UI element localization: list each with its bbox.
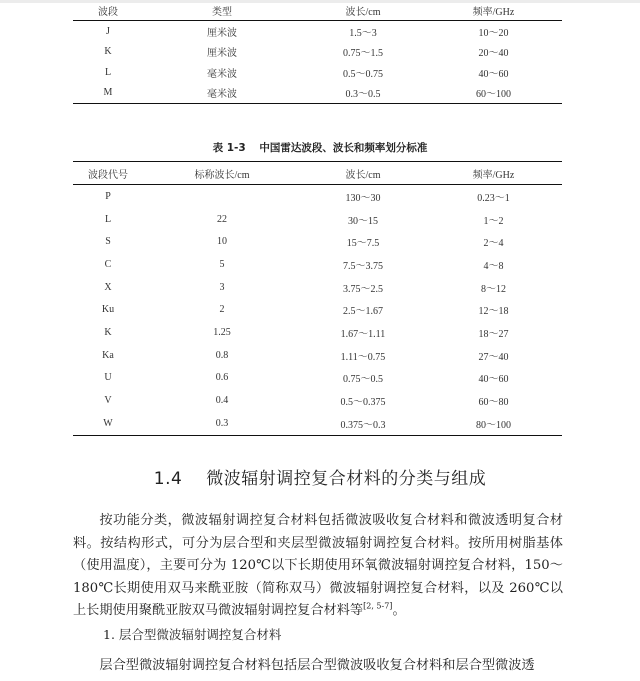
table-cell: 0.3 <box>215 417 229 429</box>
table-cell: 1.5～3 <box>349 27 377 39</box>
header-cell: 频率/GHz <box>472 6 515 18</box>
table-row <box>73 62 562 83</box>
table-cell <box>143 185 301 208</box>
body-paragraph: 层合型微波辐射调控复合材料包括层合型微波吸收复合材料和层合型微波透 <box>99 658 535 673</box>
table-cell: 0.23～1 <box>477 192 510 204</box>
table-caption-title: 中国雷达波段、波长和频率划分标准 <box>259 142 428 154</box>
table-cell: L <box>104 66 112 78</box>
table-cell: 1.25 <box>213 326 231 338</box>
table-cell: 0.75～1.5 <box>343 48 383 60</box>
table-row <box>73 412 562 435</box>
header-cell: 波长/cm <box>345 6 381 18</box>
table-cell: 毫米波 <box>207 89 237 101</box>
table-cell: 130～30 <box>345 192 381 204</box>
table-cell: 0.3～0.5 <box>345 89 381 101</box>
header-cell: 标称波长/cm <box>194 169 250 181</box>
table-cell: 2～4 <box>483 238 504 250</box>
paragraph-end: 。 <box>392 603 406 618</box>
table-row <box>73 42 562 63</box>
table-cell: K <box>104 326 112 338</box>
table-cell: 1～2 <box>483 215 504 227</box>
table-row <box>73 344 562 367</box>
table-cell: 60～80 <box>478 397 509 409</box>
table-cell: 0.6 <box>215 372 229 384</box>
table-row <box>73 276 562 299</box>
table-cell: K <box>104 46 112 58</box>
table-cell: 厘米波 <box>207 48 237 60</box>
header-cell: 波长/cm <box>345 169 381 181</box>
table-cell: 12～18 <box>478 306 509 318</box>
table-cell: U <box>104 372 112 384</box>
table-cell: 18～27 <box>478 328 509 340</box>
table-cell: 1.11～0.75 <box>340 351 386 363</box>
table-cell: L <box>104 213 112 225</box>
section-heading <box>0 464 640 489</box>
table-row <box>73 185 562 208</box>
table-header-row <box>73 0 562 21</box>
table-cell: 2 <box>219 304 225 316</box>
table-cell: 15～7.5 <box>346 238 380 250</box>
table-cell: 0.5～0.75 <box>343 68 383 80</box>
table-cell: 0.375～0.3 <box>340 419 386 431</box>
table-cell: W <box>103 417 113 429</box>
table-cell: M <box>103 87 113 99</box>
table-row <box>73 253 562 276</box>
table-cell: 40～60 <box>478 68 509 80</box>
citation-reference[interactable]: [2, 5-7] <box>363 601 393 611</box>
table-cell: 0.8 <box>215 349 229 361</box>
table-cell: 7.5～3.75 <box>343 260 383 272</box>
table-row <box>73 321 562 344</box>
header-cell: 波段 <box>98 6 118 18</box>
paragraph-text: 按功能分类，微波辐射调控复合材料包括微波吸收复合材料和微波透明复合材料。按结构形式，可分为层合型和夹层型微波辐射调控复合材料。按所用树脂基体（使用温度），主要可分为 120℃以下长期使用环氧微波辐射调控复合材料，150～180℃长期使用双马来酰亚胺（简称双马）微波辐射调控复合材料，以及 260℃以上长期使用聚酰亚胺双马微波辐射调控复合材料等 <box>73 513 563 618</box>
table-cell: 0.5～0.375 <box>340 397 386 409</box>
table-row <box>73 389 562 412</box>
table-cell: 27～40 <box>478 351 509 363</box>
table-caption-number: 表 1-3 <box>212 142 246 154</box>
table-cell: 40～60 <box>478 374 509 386</box>
table-cell: J <box>106 25 110 37</box>
table-cell: 毫米波 <box>207 68 237 80</box>
table-cell: 5 <box>219 258 225 270</box>
table-cell: C <box>104 258 112 270</box>
china-radar-band-table <box>73 161 562 436</box>
table-cell: 3 <box>219 281 225 293</box>
table-cell: S <box>105 236 111 248</box>
header-cell: 波段代号 <box>88 169 128 181</box>
table-cell: 10～20 <box>478 27 509 39</box>
table-cell: Ka <box>102 349 114 361</box>
table-cell: 22 <box>217 213 227 225</box>
table-header-row <box>73 162 562 185</box>
table-cell: Ku <box>101 304 115 316</box>
table-cell: 30～15 <box>348 215 378 227</box>
table-cell: 60～100 <box>476 89 511 101</box>
header-cell: 频率/GHz <box>472 169 515 181</box>
table-cell: 0.4 <box>215 395 229 407</box>
band-table-continued <box>73 0 562 104</box>
table-cell: 8～12 <box>481 283 506 295</box>
table-row <box>73 230 562 253</box>
table-row <box>73 21 562 42</box>
table-row <box>73 208 562 231</box>
table-row <box>73 367 562 390</box>
table-cell: 10 <box>217 236 227 248</box>
table-cell: 厘米波 <box>207 27 237 39</box>
section-number: 1.4 <box>153 469 183 489</box>
table-cell: 1.67～1.11 <box>340 328 386 340</box>
table-caption <box>0 140 640 155</box>
table-row <box>73 83 562 104</box>
table-cell: 80～100 <box>476 419 511 431</box>
table-cell: 20～40 <box>478 48 509 60</box>
header-cell: 类型 <box>212 6 232 18</box>
table-row <box>73 298 562 321</box>
table-cell: 0.75～0.5 <box>343 374 383 386</box>
table-cell: X <box>104 281 112 293</box>
table-cell: 2.5～1.67 <box>343 306 383 318</box>
table-cell: V <box>104 395 112 407</box>
table-cell: 3.75～2.5 <box>343 283 383 295</box>
body-paragraph <box>73 510 563 623</box>
subsection-heading: 1. 层合型微波辐射调控复合材料 <box>103 627 282 642</box>
section-title: 微波辐射调控复合材料的分类与组成 <box>206 469 487 489</box>
table-cell: P <box>105 190 111 202</box>
table-cell: 4～8 <box>483 260 504 272</box>
